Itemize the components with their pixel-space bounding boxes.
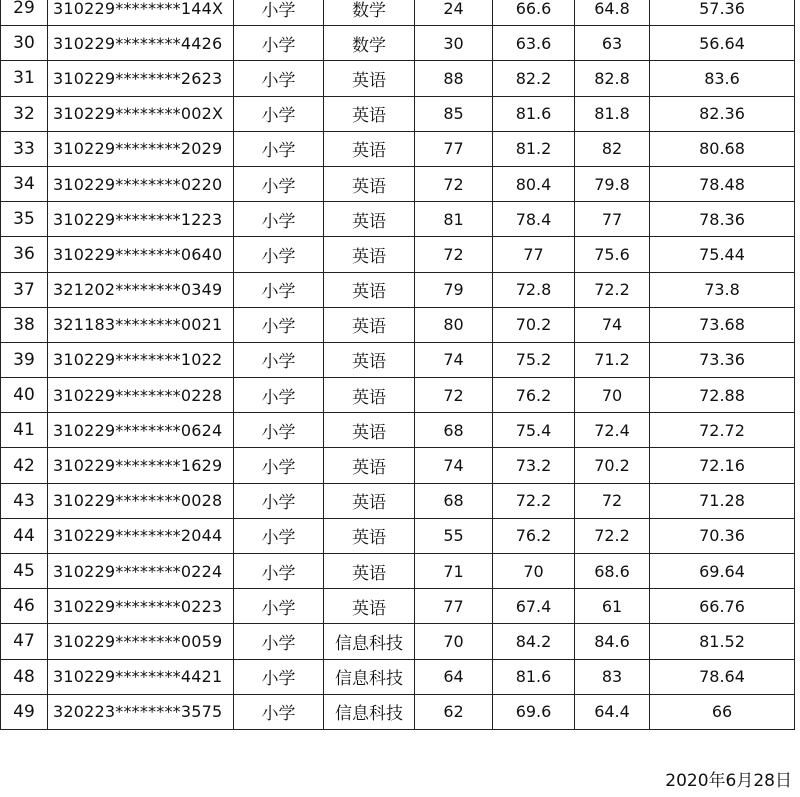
score-3-cell: 83 (575, 659, 650, 694)
score-3-cell: 72.2 (575, 272, 650, 307)
school-level-cell: 小学 (234, 131, 324, 166)
school-level-cell: 小学 (234, 61, 324, 96)
score-2-cell: 69.6 (493, 694, 575, 729)
total-score-cell: 66 (650, 694, 795, 729)
score-2-cell: 84.2 (493, 624, 575, 659)
total-score-cell: 78.36 (650, 202, 795, 237)
table-row (1, 61, 795, 96)
score-2-cell: 70.2 (493, 307, 575, 342)
table-row (1, 166, 795, 201)
id-number-cell: 310229********2029 (48, 131, 234, 166)
score-1-cell: 77 (415, 131, 493, 166)
subject-cell: 英语 (324, 554, 415, 589)
subject-cell: 信息科技 (324, 694, 415, 729)
school-level-cell: 小学 (234, 413, 324, 448)
subject-cell: 英语 (324, 378, 415, 413)
score-2-cell: 81.6 (493, 96, 575, 131)
total-score-cell: 70.36 (650, 518, 795, 553)
row-number-cell: 46 (1, 589, 48, 624)
total-score-cell: 72.16 (650, 448, 795, 483)
score-1-cell: 72 (415, 237, 493, 272)
table-row (1, 413, 795, 448)
table-row (1, 307, 795, 342)
subject-cell: 英语 (324, 237, 415, 272)
score-3-cell: 72.2 (575, 518, 650, 553)
total-score-cell: 83.6 (650, 61, 795, 96)
row-number-cell: 30 (1, 26, 48, 61)
row-number-cell: 37 (1, 272, 48, 307)
id-number-cell: 310229********2044 (48, 518, 234, 553)
score-3-cell: 72 (575, 483, 650, 518)
score-3-cell: 81.8 (575, 96, 650, 131)
id-number-cell: 310229********4421 (48, 659, 234, 694)
table-row (1, 694, 795, 729)
score-1-cell: 74 (415, 342, 493, 377)
id-number-cell: 321183********0021 (48, 307, 234, 342)
row-number-cell: 33 (1, 131, 48, 166)
school-level-cell: 小学 (234, 202, 324, 237)
id-number-cell: 310229********0223 (48, 589, 234, 624)
score-1-cell: 80 (415, 307, 493, 342)
total-score-cell: 72.72 (650, 413, 795, 448)
school-level-cell: 小学 (234, 624, 324, 659)
total-score-cell: 69.64 (650, 554, 795, 589)
table-row (1, 659, 795, 694)
row-number-cell: 48 (1, 659, 48, 694)
subject-cell: 数学 (324, 0, 415, 26)
row-number-cell: 43 (1, 483, 48, 518)
id-number-cell: 320223********3575 (48, 694, 234, 729)
id-number-cell: 310229********1022 (48, 342, 234, 377)
total-score-cell: 57.36 (650, 0, 795, 26)
total-score-cell: 72.88 (650, 378, 795, 413)
score-2-cell: 76.2 (493, 378, 575, 413)
score-1-cell: 72 (415, 378, 493, 413)
id-number-cell: 310229********0220 (48, 166, 234, 201)
score-3-cell: 79.8 (575, 166, 650, 201)
score-1-cell: 85 (415, 96, 493, 131)
school-level-cell: 小学 (234, 554, 324, 589)
score-2-cell: 72.8 (493, 272, 575, 307)
table-row (1, 483, 795, 518)
subject-cell: 英语 (324, 166, 415, 201)
total-score-cell: 66.76 (650, 589, 795, 624)
school-level-cell: 小学 (234, 0, 324, 26)
school-level-cell: 小学 (234, 307, 324, 342)
total-score-cell: 82.36 (650, 96, 795, 131)
score-3-cell: 63 (575, 26, 650, 61)
score-1-cell: 62 (415, 694, 493, 729)
row-number-cell: 49 (1, 694, 48, 729)
score-2-cell: 82.2 (493, 61, 575, 96)
table-row (1, 554, 795, 589)
row-number-cell: 41 (1, 413, 48, 448)
table-body (1, 0, 795, 729)
score-3-cell: 75.6 (575, 237, 650, 272)
row-number-cell: 38 (1, 307, 48, 342)
score-1-cell: 71 (415, 554, 493, 589)
id-number-cell: 310229********144X (48, 0, 234, 26)
total-score-cell: 73.36 (650, 342, 795, 377)
score-2-cell: 72.2 (493, 483, 575, 518)
school-level-cell: 小学 (234, 237, 324, 272)
subject-cell: 信息科技 (324, 659, 415, 694)
score-3-cell: 68.6 (575, 554, 650, 589)
id-number-cell: 310229********0228 (48, 378, 234, 413)
table-row (1, 237, 795, 272)
school-level-cell: 小学 (234, 26, 324, 61)
table-row (1, 272, 795, 307)
row-number-cell: 40 (1, 378, 48, 413)
subject-cell: 英语 (324, 96, 415, 131)
total-score-cell: 75.44 (650, 237, 795, 272)
score-1-cell: 74 (415, 448, 493, 483)
score-1-cell: 79 (415, 272, 493, 307)
school-level-cell: 小学 (234, 166, 324, 201)
row-number-cell: 32 (1, 96, 48, 131)
row-number-cell: 45 (1, 554, 48, 589)
score-1-cell: 68 (415, 483, 493, 518)
table-row (1, 131, 795, 166)
row-number-cell: 31 (1, 61, 48, 96)
score-2-cell: 63.6 (493, 26, 575, 61)
subject-cell: 英语 (324, 61, 415, 96)
row-number-cell: 42 (1, 448, 48, 483)
id-number-cell: 310229********0640 (48, 237, 234, 272)
school-level-cell: 小学 (234, 483, 324, 518)
score-3-cell: 71.2 (575, 342, 650, 377)
document-date: 2020年6月28日 (665, 771, 792, 791)
score-2-cell: 75.2 (493, 342, 575, 377)
total-score-cell: 78.48 (650, 166, 795, 201)
school-level-cell: 小学 (234, 589, 324, 624)
score-1-cell: 24 (415, 0, 493, 26)
table-row (1, 448, 795, 483)
id-number-cell: 310229********0028 (48, 483, 234, 518)
row-number-cell: 35 (1, 202, 48, 237)
score-1-cell: 30 (415, 26, 493, 61)
score-2-cell: 73.2 (493, 448, 575, 483)
subject-cell: 英语 (324, 272, 415, 307)
score-1-cell: 70 (415, 624, 493, 659)
score-3-cell: 64.4 (575, 694, 650, 729)
table-row (1, 624, 795, 659)
score-1-cell: 77 (415, 589, 493, 624)
row-number-cell: 39 (1, 342, 48, 377)
subject-cell: 数学 (324, 26, 415, 61)
total-score-cell: 71.28 (650, 483, 795, 518)
school-level-cell: 小学 (234, 518, 324, 553)
score-3-cell: 77 (575, 202, 650, 237)
subject-cell: 信息科技 (324, 624, 415, 659)
table-row (1, 378, 795, 413)
score-3-cell: 74 (575, 307, 650, 342)
school-level-cell: 小学 (234, 96, 324, 131)
subject-cell: 英语 (324, 518, 415, 553)
score-1-cell: 88 (415, 61, 493, 96)
table-row (1, 96, 795, 131)
score-3-cell: 70 (575, 378, 650, 413)
score-2-cell: 70 (493, 554, 575, 589)
score-2-cell: 78.4 (493, 202, 575, 237)
score-2-cell: 77 (493, 237, 575, 272)
table-row (1, 26, 795, 61)
score-3-cell: 61 (575, 589, 650, 624)
score-3-cell: 82 (575, 131, 650, 166)
subject-cell: 英语 (324, 342, 415, 377)
table-row (1, 0, 795, 26)
score-2-cell: 66.6 (493, 0, 575, 26)
row-number-cell: 47 (1, 624, 48, 659)
id-number-cell: 310229********4426 (48, 26, 234, 61)
subject-cell: 英语 (324, 448, 415, 483)
score-1-cell: 72 (415, 166, 493, 201)
id-number-cell: 310229********1223 (48, 202, 234, 237)
subject-cell: 英语 (324, 202, 415, 237)
score-3-cell: 70.2 (575, 448, 650, 483)
row-number-cell: 34 (1, 166, 48, 201)
id-number-cell: 321202********0349 (48, 272, 234, 307)
school-level-cell: 小学 (234, 659, 324, 694)
total-score-cell: 81.52 (650, 624, 795, 659)
table-row (1, 202, 795, 237)
total-score-cell: 73.68 (650, 307, 795, 342)
score-3-cell: 82.8 (575, 61, 650, 96)
id-number-cell: 310229********2623 (48, 61, 234, 96)
id-number-cell: 310229********0624 (48, 413, 234, 448)
school-level-cell: 小学 (234, 448, 324, 483)
row-number-cell: 44 (1, 518, 48, 553)
score-1-cell: 68 (415, 413, 493, 448)
score-1-cell: 81 (415, 202, 493, 237)
id-number-cell: 310229********0059 (48, 624, 234, 659)
score-3-cell: 72.4 (575, 413, 650, 448)
id-number-cell: 310229********0224 (48, 554, 234, 589)
score-2-cell: 81.6 (493, 659, 575, 694)
id-number-cell: 310229********002X (48, 96, 234, 131)
table-row (1, 518, 795, 553)
score-3-cell: 84.6 (575, 624, 650, 659)
row-number-cell: 36 (1, 237, 48, 272)
table-row (1, 589, 795, 624)
total-score-cell: 73.8 (650, 272, 795, 307)
subject-cell: 英语 (324, 307, 415, 342)
score-2-cell: 80.4 (493, 166, 575, 201)
score-3-cell: 64.8 (575, 0, 650, 26)
subject-cell: 英语 (324, 483, 415, 518)
total-score-cell: 56.64 (650, 26, 795, 61)
school-level-cell: 小学 (234, 378, 324, 413)
score-1-cell: 55 (415, 518, 493, 553)
score-1-cell: 64 (415, 659, 493, 694)
school-level-cell: 小学 (234, 342, 324, 377)
total-score-cell: 78.64 (650, 659, 795, 694)
score-2-cell: 75.4 (493, 413, 575, 448)
score-2-cell: 81.2 (493, 131, 575, 166)
subject-cell: 英语 (324, 131, 415, 166)
school-level-cell: 小学 (234, 272, 324, 307)
total-score-cell: 80.68 (650, 131, 795, 166)
score-2-cell: 67.4 (493, 589, 575, 624)
id-number-cell: 310229********1629 (48, 448, 234, 483)
table-row (1, 342, 795, 377)
subject-cell: 英语 (324, 589, 415, 624)
score-2-cell: 76.2 (493, 518, 575, 553)
subject-cell: 英语 (324, 413, 415, 448)
row-number-cell: 29 (1, 0, 48, 26)
school-level-cell: 小学 (234, 694, 324, 729)
